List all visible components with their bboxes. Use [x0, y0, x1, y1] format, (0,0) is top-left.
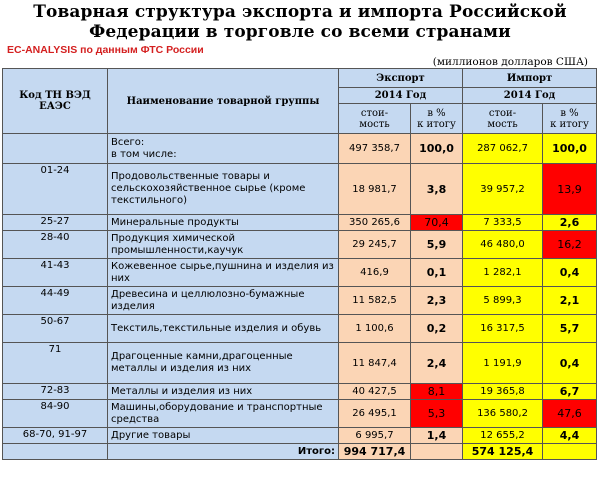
row-name: Другие товары: [108, 428, 339, 444]
row-name: Минеральные продукты: [108, 215, 339, 231]
row-import-value: 16 317,5: [463, 315, 543, 343]
header-name: Наименование товарной группы: [108, 69, 339, 134]
header-import-share: в % к итогу: [543, 104, 597, 134]
row-export-value: 18 981,7: [339, 164, 411, 215]
grand-total-import: 574 125,4: [463, 444, 543, 460]
table-row: [3, 164, 597, 215]
row-export-share: 5,9: [411, 231, 463, 259]
row-export-share: 0,2: [411, 315, 463, 343]
header-export-value: стои- мость: [339, 104, 411, 134]
table-row: [3, 287, 597, 315]
table-row: [3, 315, 597, 343]
table-row-grand-total: [3, 444, 597, 460]
table-row-total: [3, 134, 597, 164]
grand-total-export: 994 717,4: [339, 444, 411, 460]
row-name: Продовольственные товары и сельскохозяйственное сырье (кроме текстильного): [108, 164, 339, 215]
header-code: Код ТН ВЭД ЕАЭС: [3, 69, 108, 134]
page-title: [0, 0, 600, 44]
row-import-share: 4,4: [543, 428, 597, 444]
table-row: [3, 231, 597, 259]
row-import-value: 287 062,7: [463, 134, 543, 164]
source-label: EC-ANALYSIS по данным ФТС России: [7, 44, 204, 56]
row-export-value: 11 847,4: [339, 343, 411, 384]
row-import-share: 2,6: [543, 215, 597, 231]
row-code: 72-83: [3, 384, 108, 400]
row-export-share: 1,4: [411, 428, 463, 444]
row-import-value: 5 899,3: [463, 287, 543, 315]
grand-total-import-share: [543, 444, 597, 460]
row-code: 71: [3, 343, 108, 384]
row-code: 25-27: [3, 215, 108, 231]
row-export-value: 40 427,5: [339, 384, 411, 400]
row-name: Текстиль,текстильные изделия и обувь: [108, 315, 339, 343]
row-export-share: 2,4: [411, 343, 463, 384]
title-line-2: Федерации в торговле со всеми странами: [89, 22, 511, 42]
table-row: [3, 259, 597, 287]
row-export-value: 11 582,5: [339, 287, 411, 315]
title-line-1: Товарная структура экспорта и импорта Российской: [33, 2, 567, 22]
row-export-share: 8,1: [411, 384, 463, 400]
row-name: Металлы и изделия из них: [108, 384, 339, 400]
grand-total-label: Итого:: [108, 444, 339, 460]
row-import-value: 39 957,2: [463, 164, 543, 215]
table-row: [3, 343, 597, 384]
row-code: 44-49: [3, 287, 108, 315]
units-label: (миллионов долларов США): [432, 56, 588, 68]
row-code: 41-43: [3, 259, 108, 287]
row-export-share: 3,8: [411, 164, 463, 215]
row-import-value: 1 282,1: [463, 259, 543, 287]
row-code: 50-67: [3, 315, 108, 343]
row-name: Древесина и целлюлозно-бумажные изделия: [108, 287, 339, 315]
header-import: Импорт: [463, 69, 597, 88]
row-export-value: 497 358,7: [339, 134, 411, 164]
row-name: Драгоценные камни,драгоценные металлы и изделия из них: [108, 343, 339, 384]
grand-total-export-share: [411, 444, 463, 460]
row-export-value: 6 995,7: [339, 428, 411, 444]
row-import-share: 13,9: [543, 164, 597, 215]
row-export-value: 350 265,6: [339, 215, 411, 231]
row-code: 01-24: [3, 164, 108, 215]
row-import-value: 12 655,2: [463, 428, 543, 444]
header-export-share: в % к итогу: [411, 104, 463, 134]
row-import-share: 0,4: [543, 259, 597, 287]
row-code: 68-70, 91-97: [3, 428, 108, 444]
table-row: [3, 215, 597, 231]
row-name: Кожевенное сырье,пушнина и изделия из них: [108, 259, 339, 287]
row-export-value: 26 495,1: [339, 400, 411, 428]
header-export-year: 2014 Год: [339, 88, 463, 104]
row-name: Машины,оборудование и транспортные средства: [108, 400, 339, 428]
row-name: Продукция химической промышленности,каучук: [108, 231, 339, 259]
row-import-share: 2,1: [543, 287, 597, 315]
table-row: [3, 384, 597, 400]
row-import-share: 47,6: [543, 400, 597, 428]
row-import-share: 5,7: [543, 315, 597, 343]
header-import-year: 2014 Год: [463, 88, 597, 104]
header-import-value: стои- мость: [463, 104, 543, 134]
row-import-share: 16,2: [543, 231, 597, 259]
row-import-value: 136 580,2: [463, 400, 543, 428]
row-code: 84-90: [3, 400, 108, 428]
row-name: Всего: в том числе:: [108, 134, 339, 164]
row-export-share: 70,4: [411, 215, 463, 231]
row-import-share: 0,4: [543, 343, 597, 384]
header-export: Экспорт: [339, 69, 463, 88]
row-export-share: 0,1: [411, 259, 463, 287]
row-import-share: 100,0: [543, 134, 597, 164]
row-export-share: 2,3: [411, 287, 463, 315]
row-export-value: 416,9: [339, 259, 411, 287]
row-code: [3, 134, 108, 164]
row-export-value: 29 245,7: [339, 231, 411, 259]
row-export-value: 1 100,6: [339, 315, 411, 343]
row-export-share: 5,3: [411, 400, 463, 428]
row-code: [3, 444, 108, 460]
row-code: 28-40: [3, 231, 108, 259]
row-import-value: 19 365,8: [463, 384, 543, 400]
row-import-share: 6,7: [543, 384, 597, 400]
row-import-value: 46 480,0: [463, 231, 543, 259]
row-export-share: 100,0: [411, 134, 463, 164]
trade-structure-table: [2, 68, 597, 460]
row-import-value: 7 333,5: [463, 215, 543, 231]
table-row: [3, 400, 597, 428]
row-import-value: 1 191,9: [463, 343, 543, 384]
table-row: [3, 428, 597, 444]
